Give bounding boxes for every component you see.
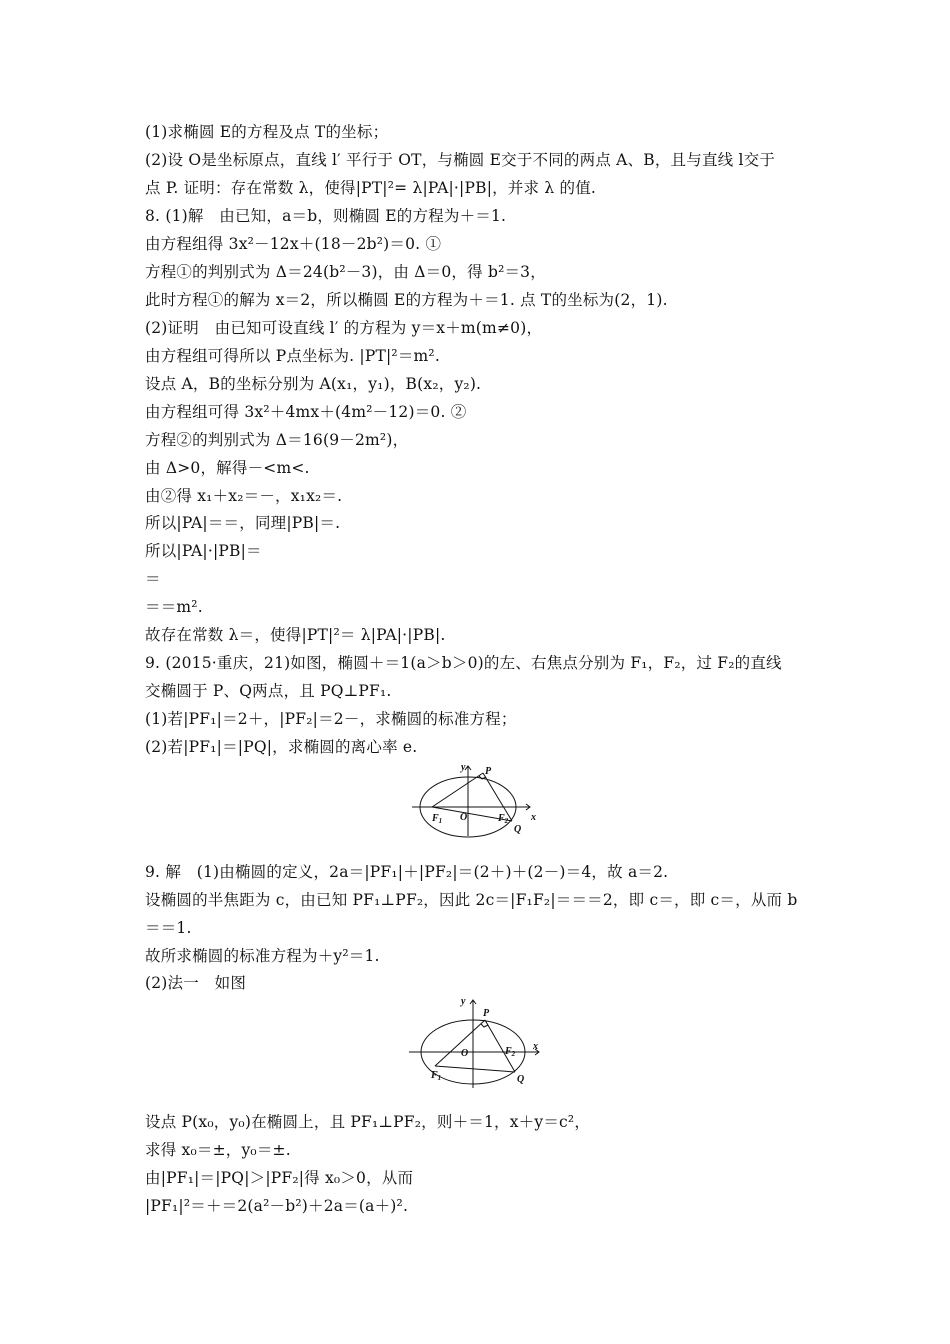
text-line: 交椭圆于 P、Q两点，且 PQ⊥PF₁. <box>145 682 392 700</box>
text-line: 由|PF₁|＝|PQ|＞|PF₂|得 x₀＞0，从而 <box>145 1169 414 1187</box>
text-line: (2)若|PF₁|＝|PQ|，求椭圆的离心率 e. <box>145 738 418 756</box>
text-line: 方程②的判别式为 Δ＝16(9－2m²)， <box>145 431 409 449</box>
text-line: (2)设 O是坐标原点，直线 l′ 平行于 OT，与椭圆 E交于不同的两点 A、B，且与直线 l交于 <box>145 151 776 169</box>
text-line: 9. 解 (1)由椭圆的定义，2a＝|PF₁|＋|PF₂|＝(2＋)＋(2－)＝4，故 a＝2. <box>145 863 669 881</box>
axis-y-label: y <box>461 996 466 1007</box>
point-q-label: Q <box>514 824 522 835</box>
point-q-label: Q <box>517 1074 525 1085</box>
text-line: 设椭圆的半焦距为 c，由已知 PF₁⊥PF₂，因此 2c＝|F₁F₂|＝＝＝2，即 c＝，即 c＝，从而 b <box>145 891 798 909</box>
focus-f2-label: $F_2$ <box>505 1046 516 1058</box>
text-line: (1)若|PF₁|＝2＋，|PF₂|＝2－，求椭圆的标准方程； <box>145 710 517 728</box>
text-line: 故所求椭圆的标准方程为＋y²＝1. <box>145 947 380 965</box>
axis-x-label: x <box>531 812 536 823</box>
text-line: 由②得 x₁＋x₂＝－，x₁x₂＝. <box>145 487 343 505</box>
axis-x-label: x <box>533 1041 538 1052</box>
text-line: ＝ <box>145 570 161 588</box>
origin-label: O <box>460 812 468 823</box>
text-line: 所以|PA|＝＝，同理|PB|＝. <box>145 514 341 532</box>
text-line: 故存在常数 λ＝，使得|PT|²＝ λ|PA|·|PB|. <box>145 626 446 644</box>
focus-f2-label: $F_2$ <box>498 813 509 825</box>
text-line: 求得 x₀＝±，y₀＝±. <box>145 1141 291 1159</box>
text-line: 所以|PA|·|PB|＝ <box>145 542 262 560</box>
text-line: 此时方程①的解为 x＝2，所以椭圆 E的方程为＋＝1. 点 T的坐标为(2，1). <box>145 291 668 309</box>
text-line: 由方程组得 3x²－12x＋(18－2b²)＝0. ① <box>145 235 442 253</box>
point-p-label: P <box>485 766 492 777</box>
text-line: 8. (1)解 由已知，a＝b，则椭圆 E的方程为＋＝1. <box>145 207 507 225</box>
text-line: |PF₁|²＝＋＝2(a²－b²)＋2a＝(a＋)². <box>145 1197 409 1215</box>
text-line: ＝＝m². <box>145 598 203 616</box>
text-line: 设点 A，B的坐标分别为 A(x₁，y₁)，B(x₂，y₂). <box>145 375 482 393</box>
text-line: 设点 P(x₀，y₀)在椭圆上，且 PF₁⊥PF₂，则＋＝1，x＋y＝c²， <box>145 1113 591 1131</box>
text-line: 方程①的判别式为 Δ＝24(b²－3)，由 Δ＝0，得 b²＝3， <box>145 263 546 281</box>
text-line: 由 Δ>0，解得－<m<. <box>145 459 310 477</box>
text-line: 9. (2015·重庆，21)如图，椭圆＋＝1(a＞b＞0)的左、右焦点分别为 F₁，F₂，过 F₂的直线 <box>145 654 782 672</box>
origin-label: O <box>461 1048 469 1059</box>
ellipse-figure-2 <box>405 994 550 1090</box>
text-line: (2)证明 由已知可设直线 l′ 的方程为 y＝x＋m(m≠0)， <box>145 319 543 337</box>
axis-y-label: y <box>461 762 466 773</box>
text-line: (2)法一 如图 <box>145 974 247 992</box>
text-line: ＝＝1. <box>145 919 192 937</box>
text-line: (1)求椭圆 E的方程及点 T的坐标； <box>145 123 389 141</box>
text-line: 由方程组可得 3x²＋4mx＋(4m²－12)＝0. ② <box>145 403 467 421</box>
text-line: 点 P. 证明：存在常数 λ，使得|PT|²= λ|PA|·|PB|，并求 λ 的值. <box>145 179 597 197</box>
text-line: 由方程组可得所以 P点坐标为. |PT|²＝m². <box>145 347 440 365</box>
focus-f1-label: $F_1$ <box>431 1070 442 1082</box>
ellipse-figure-1 <box>412 760 542 840</box>
focus-f1-label: $F_1$ <box>432 813 443 825</box>
point-p-label: P <box>483 1008 490 1019</box>
